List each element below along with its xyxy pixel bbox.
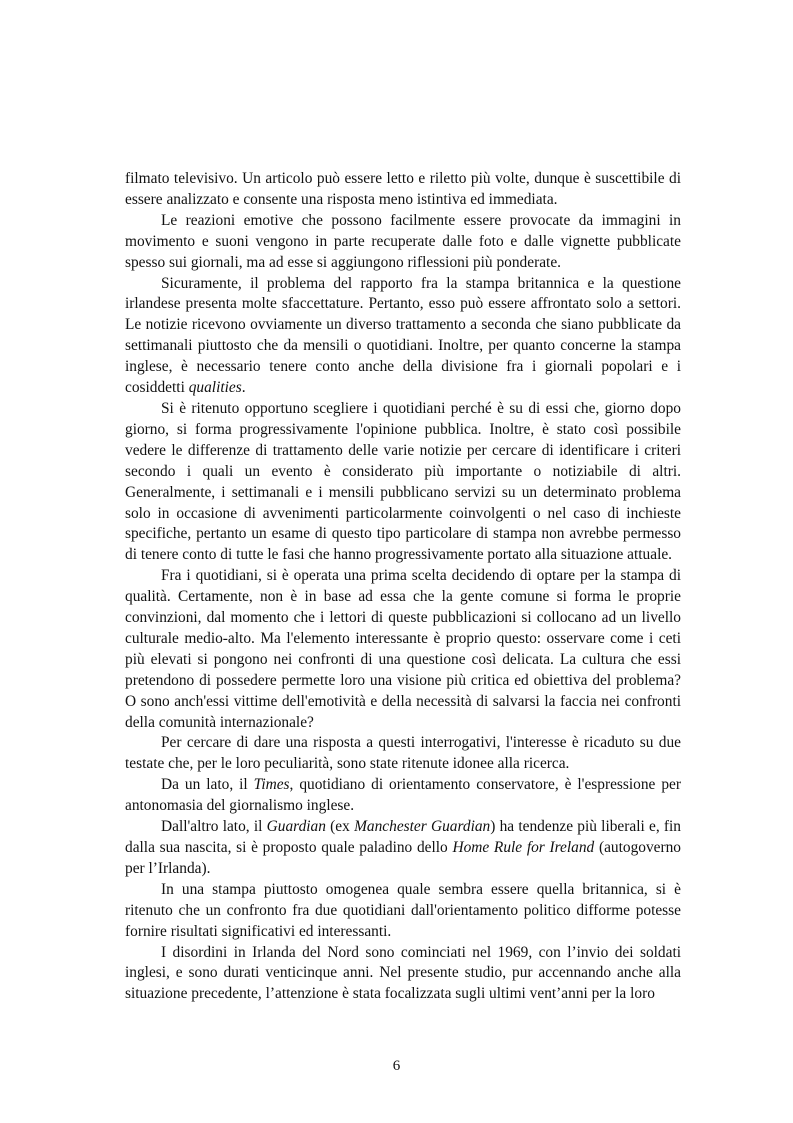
text-run: . xyxy=(241,379,246,397)
paragraph xyxy=(125,817,681,880)
italic-term: Manchester Guardian xyxy=(354,818,491,836)
paragraph xyxy=(125,399,681,566)
text-run: Fra i quotidiani, si è operata una prima scelta decidendo di optare per la stampa di qualità. Certamente, non è in base ad essa che la gente comune si forma le proprie convinzioni, dal momento che i lettori di queste pubblicazioni si collocano ad un livello culturale medio-alto. Ma l'elemento interessante è proprio questo: osservare come i ceti più elevati si pongono nei confronti di una questione così delicata. La cultura che essi pretendono di possedere permette loro una visione più critica ed obiettiva del problema? O sono anch'essi vittime dell'emotività e della necessità di salvarsi la faccia nei confronti della comunità internazionale? xyxy=(125,567,681,731)
paragraph xyxy=(125,274,681,399)
italic-term: qualities xyxy=(188,379,242,397)
text-run: In una stampa piuttosto omogenea quale sembra essere quella britannica, si è ritenuto che un confronto fra due quotidiani dall'orientamento politico difforme potesse fornire risultati significativi ed interessanti. xyxy=(125,880,681,940)
text-run: Si è ritenuto opportuno scegliere i quotidiani perché è su di essi che, giorno dopo giorno, si forma progressivamente l'opinione pubblica. Inoltre, è stato così possibile vedere le differenze di trattamento delle varie notizie per cercare di identificare i criteri secondo i quali un evento è considerato più importante o notiziabile di altri. Generalmente, i settimanali e i mensili pubblicano servizi su un determinato problema solo in occasione di avvenimenti particolarmente coinvolgenti o nel caso di inchieste specifiche, pertanto un esame di questo tipo particolare di stampa non avrebbe permesso di tenere conto di tutte le fasi che hanno progressivamente portato alla situazione attuale. xyxy=(125,399,681,564)
body-text xyxy=(125,169,681,1005)
page-number: 6 xyxy=(392,1058,401,1074)
text-run: (ex xyxy=(325,818,355,836)
text-run: Le reazioni emotive che possono facilmente essere provocate da immagini in movimento e suoni vengono in parte recuperate dalle foto e dalle vignette pubblicate spesso sui giornali, ma ad esse si aggiungono riflessioni più ponderate. xyxy=(125,211,681,271)
text-run: , quotidiano di orientamento conservatore, è l'espressione per antonomasia del giornalismo inglese. xyxy=(125,776,681,815)
text-run: ) ha tendenze più liberali e, fin dalla sua nascita, si è proposto quale paladino dello xyxy=(125,818,681,856)
paragraph xyxy=(125,775,681,817)
text-run: filmato televisivo. Un articolo può essere letto e riletto più volte, dunque è suscettibile di essere analizzato e consente una risposta meno istintiva ed immediata. xyxy=(125,170,681,208)
text-run: Per cercare di dare una risposta a questi interrogativi, l'interesse è ricaduto su due testate che, per le loro peculiarità, sono state ritenute idonee alla ricerca. xyxy=(125,734,681,773)
paragraph xyxy=(125,880,681,943)
text-run: Da un lato, il xyxy=(161,776,254,794)
italic-term: Home Rule for Ireland xyxy=(452,839,595,856)
text-run: Sicuramente, il problema del rapporto fra la stampa britannica e la questione irlandese presenta molte sfaccettature. Pertanto, esso può essere affrontato solo a settori. Le notizie ricevono ovviamente un diverso trattamento a seconda che siano pubblicate da settimanali piuttosto che da mensili o quotidiani. Inoltre, per quanto concerne la stampa inglese, è necessario tenere conto anche della divisione fra i giornali popolari e i cosiddetti xyxy=(125,274,681,397)
paragraph xyxy=(125,943,681,1006)
paragraph xyxy=(125,566,681,733)
italic-term: Guardian xyxy=(266,818,326,836)
text-run: I disordini in Irlanda del Nord sono cominciati nel 1969, con l’invio dei soldati inglesi, e sono durati venticinque anni. Nel presente studio, pur accennando anche alla situazione precedente, l’attenzione è stata focalizzata sugli ultimi vent’anni per la loro xyxy=(125,943,681,1003)
paragraph xyxy=(125,211,681,274)
text-run: Dall'altro lato, il xyxy=(161,818,267,836)
italic-term: Times xyxy=(253,776,290,794)
text-run: (autogoverno per l’Irlanda). xyxy=(125,839,681,877)
paragraph xyxy=(125,169,681,211)
paragraph xyxy=(125,733,681,775)
